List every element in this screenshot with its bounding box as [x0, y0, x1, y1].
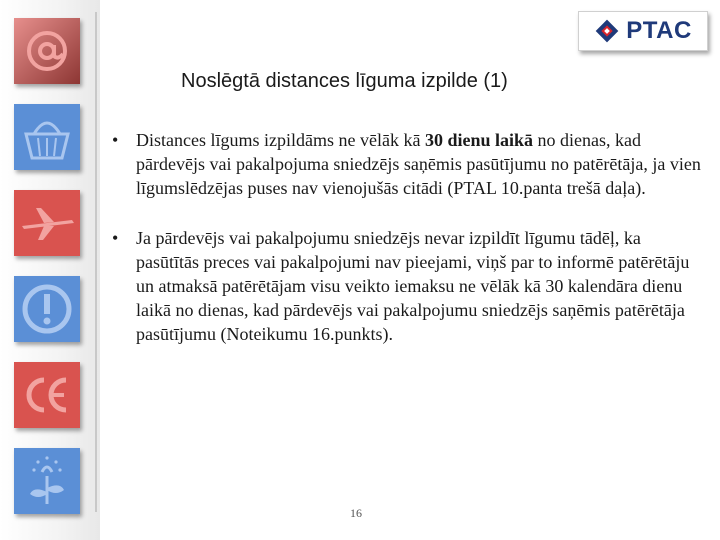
- sidebar: [0, 0, 100, 540]
- bullet-text: no dienas, kad pārdevējs vai pakalpojuma sniedzējs saņēmis pasūtījumu no patērētāja, ja vien līgumslēdzējas puses nav vienojušās citādi (PTAL 10.panta trešā daļa).: [136, 130, 701, 198]
- bullet-marker: •: [112, 228, 119, 248]
- eu-flower-icon: [14, 448, 80, 514]
- shopping-basket-icon: [14, 104, 80, 170]
- bullet-item: [112, 226, 702, 346]
- sidebar-divider: [95, 12, 97, 512]
- bullet-text: Ja pārdevējs vai pakalpojumu sniedzējs nevar izpildīt līgumu tādēļ, ka pasūtītās preces vai pakalpojumi nav pieejami, viņš par to informē patērētāju un atmaksā patērētājam visu veikto iemaksu ne vēlāk kā 30 kalendāra dienu laikā no dienas, kad pārdevējs vai pakalpojumu sniedzējs saņēmis patērētāja pasūtījumu (Noteikumu 16.punkts).: [136, 228, 690, 344]
- exclamation-icon: [14, 276, 80, 342]
- airplane-icon: [14, 190, 80, 256]
- slide-content: [112, 128, 702, 372]
- page-number: 16: [350, 506, 362, 520]
- bullet-text: Distances līgums izpildāms ne vēlāk kā: [136, 130, 425, 150]
- bullet-item: [112, 128, 702, 200]
- slide-title: Noslēgtā distances līguma izpilde (1): [181, 70, 508, 92]
- bullet-bold-text: 30 dienu laikā: [424, 130, 533, 150]
- at-sign-icon: [14, 18, 80, 84]
- bullet-marker: •: [112, 130, 119, 150]
- logo-text: PTAC: [626, 17, 692, 44]
- ce-mark-icon: [14, 362, 80, 428]
- ptac-logo-icon: [594, 18, 620, 44]
- ptac-logo: [578, 11, 708, 51]
